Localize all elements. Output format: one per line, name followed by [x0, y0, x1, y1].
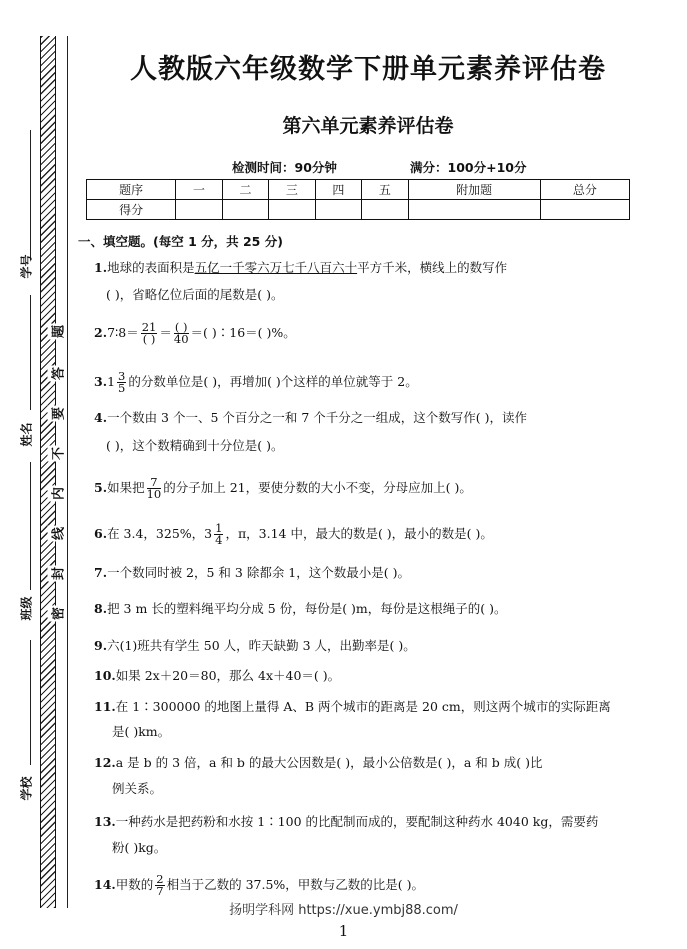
- seal-char: 要: [48, 406, 67, 422]
- fraction-numerator: 2: [156, 872, 164, 886]
- fraction-denominator: 5: [118, 381, 126, 395]
- question-text: 在 1∶300000 的地图上量得 A、B 两个城市的距离是 20 cm，则这两个城市的实际距离: [115, 699, 611, 714]
- question-4-line-2: ( )，这个数精确到十分位是( )。: [106, 438, 284, 453]
- fraction-numerator: 21: [141, 320, 157, 334]
- binding-hatch: [40, 36, 56, 908]
- score-table-header-cell: 一: [176, 180, 222, 200]
- seal-char: 题: [48, 324, 67, 340]
- question-number: 1.: [94, 260, 108, 275]
- question-text: 平方千米，横线上的数写作: [357, 260, 508, 275]
- fraction-numerator: 7: [147, 477, 162, 489]
- question-5: [94, 477, 642, 500]
- question-text: 一种药水是把药粉和水按 1∶100 的比配制而成的，要配制这种药水 4040 kg，需要药: [115, 814, 599, 829]
- field-line-class: [30, 462, 31, 590]
- fraction: [214, 523, 223, 546]
- fraction-denominator: 40: [173, 332, 189, 346]
- score-table-header-row: [87, 180, 630, 200]
- score-cell: [362, 200, 408, 220]
- question-number: 4.: [94, 410, 108, 425]
- question-text: 把 3 m 长的塑料绳平均分成 5 份，每份是( )m，每份是这根绳子的( )。: [107, 601, 507, 616]
- score-cell: [315, 200, 361, 220]
- question-text: 六(1)班共有学生 50 人，昨天缺勤 3 人，出勤率是( )。: [107, 638, 416, 653]
- score-table-score-row: [87, 200, 630, 220]
- field-label-school: 学校: [19, 776, 34, 801]
- seal-char: 线: [48, 526, 67, 542]
- score-table-header-cell: 五: [362, 180, 408, 200]
- fraction-numerator: 1: [215, 521, 223, 535]
- question-text: ＝( )∶16＝( )%。: [190, 325, 296, 340]
- fraction-denominator: ( ): [142, 332, 156, 346]
- question-4: [94, 408, 642, 428]
- question-11: [94, 697, 642, 717]
- seal-char: 答: [48, 366, 67, 382]
- question-text: 如果把: [107, 480, 145, 495]
- binding-line: [67, 36, 68, 908]
- question-number: 5.: [94, 480, 108, 495]
- question-number: 9.: [94, 638, 108, 653]
- fraction: [174, 322, 189, 345]
- score-table-header-cell: 题序: [87, 180, 176, 200]
- question-number: 12.: [94, 755, 116, 770]
- question-2: [94, 322, 642, 345]
- seal-char: 内: [48, 486, 67, 502]
- seal-char: 封: [48, 566, 67, 582]
- question-number: 7.: [94, 565, 108, 580]
- question-text: 一个数同时被 2，5 和 3 除都余 1，这个数最小是( )。: [107, 565, 410, 580]
- fraction-numerator: ( ): [174, 320, 188, 334]
- question-10: [94, 666, 642, 686]
- field-label-id: 学号: [19, 254, 34, 279]
- question-number: 2.: [94, 325, 108, 340]
- fraction-denominator: 10: [146, 487, 162, 501]
- question-1: [94, 258, 642, 278]
- question-text: 的分子加上 21，要使分数的大小不变，分母应加上( )。: [163, 480, 472, 495]
- score-table-header-cell: 三: [269, 180, 315, 200]
- question-text: 相当于乙数的 37.5%，甲数与乙数的比是( )。: [166, 877, 425, 892]
- question-text: 在 3.4，325%，3: [107, 526, 213, 541]
- field-line-school: [30, 640, 31, 765]
- score-cell: [176, 200, 222, 220]
- question-12-line-2: 例关系。: [112, 781, 163, 796]
- question-number: 3.: [94, 374, 108, 389]
- fraction: [147, 477, 162, 500]
- score-table: [86, 179, 630, 220]
- seal-char: 不: [48, 446, 67, 462]
- question-text: 1: [107, 374, 116, 389]
- fraction: [117, 371, 126, 394]
- score-table-row-label: 得分: [87, 200, 176, 220]
- question-13-line-2: 粉( )kg。: [112, 840, 167, 855]
- question-text: 7∶8＝: [107, 325, 139, 340]
- section-heading: 一、填空题。(每空 1 分，共 25 分): [78, 234, 283, 249]
- fraction-denominator: 7: [156, 884, 164, 898]
- question-7: [94, 563, 642, 583]
- field-label-class: 班级: [19, 596, 34, 621]
- question-3: [94, 371, 642, 394]
- question-number: 11.: [94, 699, 116, 714]
- score-cell: [269, 200, 315, 220]
- question-number: 10.: [94, 668, 116, 683]
- question-number: 13.: [94, 814, 116, 829]
- question-text: 的分数单位是( )，再增加( )个这样的单位就等于 2。: [128, 374, 418, 389]
- question-text: ，π，3.14 中，最大的数是( )，最小的数是( )。: [225, 526, 493, 541]
- footer-watermark: 扬明学科网 https://xue.ymbj88.com/: [229, 903, 458, 918]
- question-12: [94, 753, 642, 773]
- score-cell: [222, 200, 268, 220]
- field-line-id: [30, 130, 31, 260]
- question-8: [94, 599, 642, 619]
- score-table-header-cell: 附加题: [408, 180, 540, 200]
- fraction-numerator: 3: [118, 369, 126, 383]
- score-table-header-cell: 二: [222, 180, 268, 200]
- field-label-name: 姓名: [19, 422, 34, 447]
- question-text: ＝: [159, 325, 172, 340]
- fraction: [141, 322, 158, 345]
- question-14: [94, 874, 642, 897]
- underlined-text: 五亿一千零六万七千八百六十: [194, 260, 358, 275]
- exam-full-score: 满分：100分+10分: [410, 160, 527, 175]
- score-table-header-cell: 四: [315, 180, 361, 200]
- page-number: 1: [338, 922, 349, 940]
- question-1-line-2: ( )，省略亿位后面的尾数是( )。: [106, 287, 284, 302]
- question-number: 14.: [94, 877, 116, 892]
- score-cell: [540, 200, 629, 220]
- question-6: [94, 523, 642, 546]
- exam-time: 检测时间：90分钟: [232, 160, 337, 175]
- score-cell: [408, 200, 540, 220]
- question-text: 如果 2x＋20＝80，那么 4x＋40＝( )。: [115, 668, 341, 683]
- question-13: [94, 812, 642, 832]
- question-text: 甲数的: [115, 877, 154, 892]
- document-title: 人教版六年级数学下册单元素养评估卷: [130, 54, 606, 85]
- question-11-line-2: 是( )km。: [112, 724, 171, 739]
- question-number: 8.: [94, 601, 108, 616]
- seal-char: 密: [48, 606, 67, 622]
- question-text: a 是 b 的 3 倍，a 和 b 的最大公因数是( )，最小公倍数是( )，a 和 b 成( )比: [115, 755, 543, 770]
- field-line-name: [30, 295, 31, 410]
- question-9: [94, 636, 642, 656]
- question-text: 一个数由 3 个一、5 个百分之一和 7 个千分之一组成，这个数写作( )，读作: [107, 410, 528, 425]
- question-text: 地球的表面积是: [107, 260, 195, 275]
- question-number: 6.: [94, 526, 108, 541]
- score-table-header-cell: 总分: [540, 180, 629, 200]
- fraction-denominator: 4: [215, 533, 223, 547]
- document-subtitle: 第六单元素养评估卷: [282, 115, 454, 137]
- fraction: [155, 874, 164, 897]
